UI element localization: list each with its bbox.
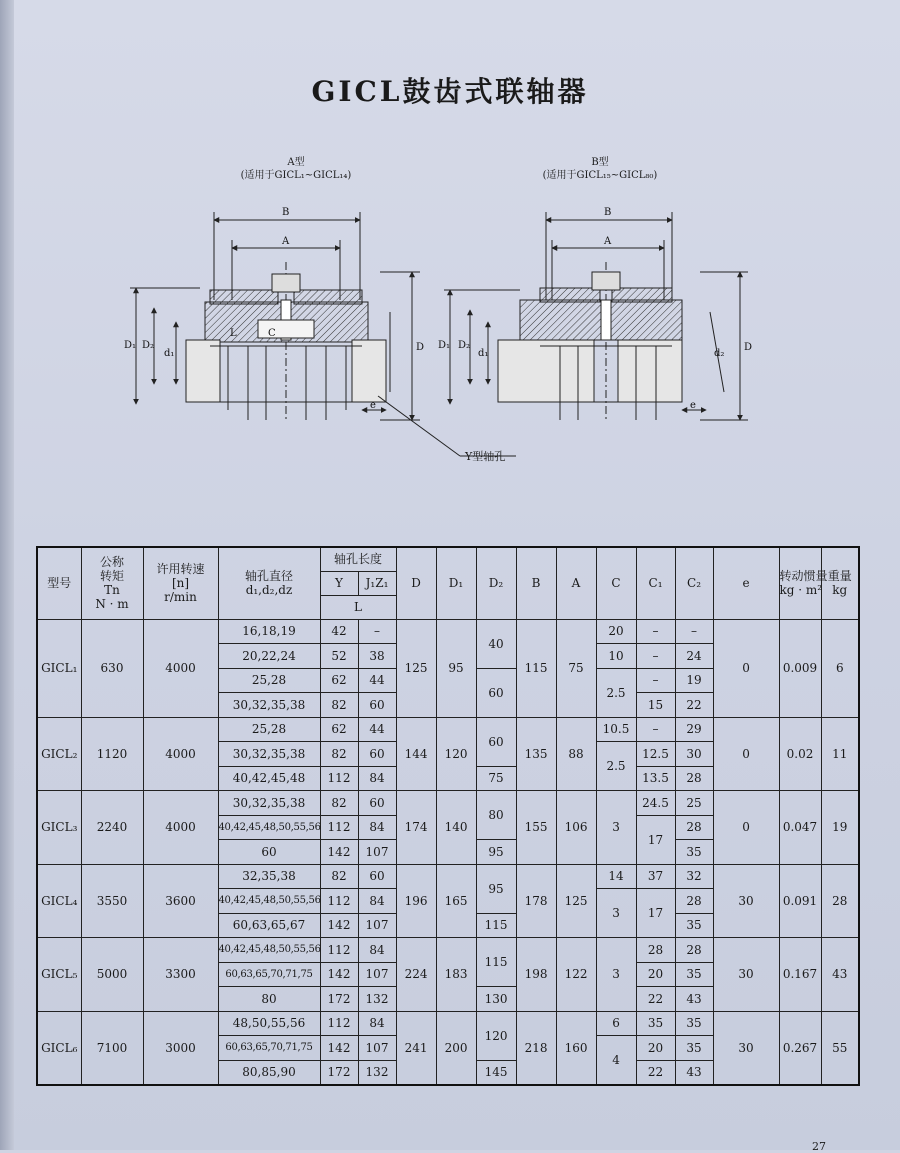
cell-c: 10.5 — [596, 717, 636, 742]
cell-speed: 4000 — [143, 619, 218, 717]
cell-model: GICL₂ — [37, 717, 81, 791]
cell-inertia: 0.02 — [779, 717, 821, 791]
cell-torque: 630 — [81, 619, 143, 717]
cell-bore: 40,42,45,48,50,55,56 — [218, 889, 320, 914]
cell-jz: 107 — [358, 840, 396, 865]
cell-speed: 3300 — [143, 938, 218, 1012]
cell-c2: 24 — [675, 644, 713, 669]
cell-a: 125 — [556, 864, 596, 938]
cell-bore: 60,63,65,67 — [218, 913, 320, 938]
cell-d2: 40 — [476, 619, 516, 668]
cell-b: 218 — [516, 1011, 556, 1085]
cell-model: GICL₅ — [37, 938, 81, 1012]
cell-c2: 35 — [675, 913, 713, 938]
cell-bore: 48,50,55,56 — [218, 1011, 320, 1036]
cell-model: GICL₃ — [37, 791, 81, 865]
cell-jz: 107 — [358, 1036, 396, 1061]
cell-d2: 80 — [476, 791, 516, 840]
cell-speed: 4000 — [143, 717, 218, 791]
cell-d2: 60 — [476, 717, 516, 766]
cell-y: 112 — [320, 766, 358, 791]
cell-bore: 60,63,65,70,71,75 — [218, 962, 320, 987]
cell-y: 52 — [320, 644, 358, 669]
cell-c: 3 — [596, 938, 636, 1012]
cell-c2: 35 — [675, 962, 713, 987]
table-row — [37, 717, 859, 742]
cell-c: 14 — [596, 864, 636, 889]
diagram-a-type-label: A型 — [287, 157, 305, 168]
dim-label-d2-b: D₂ — [458, 340, 471, 351]
cell-c: 3 — [596, 889, 636, 938]
cell-d2: 115 — [476, 938, 516, 987]
cell-speed: 4000 — [143, 791, 218, 865]
cell-a: 88 — [556, 717, 596, 791]
cell-d2: 145 — [476, 1060, 516, 1085]
cell-c1: 12.5 — [636, 742, 675, 767]
cell-jz: 60 — [358, 864, 396, 889]
cell-bore: 60,63,65,70,71,75 — [218, 1036, 320, 1061]
dim-label-big-d-b: D — [744, 342, 753, 353]
diagram-b-type-label: B型 — [591, 157, 609, 168]
cell-e: 0 — [713, 717, 779, 791]
dim-label-b-a: B — [282, 207, 290, 218]
table-row — [37, 1011, 859, 1036]
table-row — [37, 938, 859, 963]
cell-inertia: 0.009 — [779, 619, 821, 717]
cell-y: 82 — [320, 742, 358, 767]
cell-c2: 22 — [675, 693, 713, 718]
cell-e: 0 — [713, 619, 779, 717]
cell-d2: 60 — [476, 668, 516, 717]
cell-d: 224 — [396, 938, 436, 1012]
cell-c1: – — [636, 619, 675, 644]
cell-y: 82 — [320, 791, 358, 816]
cell-d: 241 — [396, 1011, 436, 1085]
dim-label-d1-a: D₁ — [124, 340, 137, 351]
cell-c1: – — [636, 668, 675, 693]
cell-bore: 30,32,35,38 — [218, 693, 320, 718]
cell-e: 0 — [713, 791, 779, 865]
cell-weight: 43 — [821, 938, 859, 1012]
cell-jz: 107 — [358, 913, 396, 938]
cell-c1: 24.5 — [636, 791, 675, 816]
cell-c1: 37 — [636, 864, 675, 889]
cell-c2: 32 — [675, 864, 713, 889]
cell-c2: 35 — [675, 1036, 713, 1061]
header-l: L — [320, 595, 396, 619]
cell-jz: 84 — [358, 1011, 396, 1036]
cell-c2: 28 — [675, 889, 713, 914]
header-model: 型号 — [37, 547, 81, 619]
cell-b: 135 — [516, 717, 556, 791]
cell-torque: 3550 — [81, 864, 143, 938]
drawing-b — [444, 212, 748, 420]
cell-c: 20 — [596, 619, 636, 644]
cell-c: 10 — [596, 644, 636, 669]
cell-c: 2.5 — [596, 668, 636, 717]
cell-model: GICL₁ — [37, 619, 81, 717]
cell-c1: 17 — [636, 889, 675, 938]
cell-inertia: 0.047 — [779, 791, 821, 865]
cell-jz: 60 — [358, 693, 396, 718]
cell-c1: 15 — [636, 693, 675, 718]
cell-c1: 20 — [636, 1036, 675, 1061]
header-d2: D₂ — [476, 547, 516, 619]
cell-d1: 183 — [436, 938, 476, 1012]
cell-c2: 25 — [675, 791, 713, 816]
cell-speed: 3600 — [143, 864, 218, 938]
cell-bore: 25,28 — [218, 668, 320, 693]
cell-c2: 35 — [675, 1011, 713, 1036]
cell-bore: 40,42,45,48 — [218, 766, 320, 791]
cell-c1: – — [636, 717, 675, 742]
cell-y: 112 — [320, 889, 358, 914]
header-torque: 公称 转矩 Tn N · m — [81, 547, 143, 619]
cell-c1: – — [636, 644, 675, 669]
cell-c2: 19 — [675, 668, 713, 693]
cell-bore: 30,32,35,38 — [218, 742, 320, 767]
dim-label-d1-b: D₁ — [438, 340, 451, 351]
cell-bore: 80,85,90 — [218, 1060, 320, 1085]
header-a: A — [556, 547, 596, 619]
cell-d: 125 — [396, 619, 436, 717]
cell-c1: 22 — [636, 1060, 675, 1085]
cell-d: 196 — [396, 864, 436, 938]
cell-model: GICL₆ — [37, 1011, 81, 1085]
header-c1: C₁ — [636, 547, 675, 619]
coupling-drawings — [0, 0, 900, 480]
cell-c: 4 — [596, 1036, 636, 1086]
cell-d2: 75 — [476, 766, 516, 791]
cell-jz: – — [358, 619, 396, 644]
cell-d2: 95 — [476, 864, 516, 913]
header-hole-length: 轴孔长度 — [320, 547, 396, 571]
cell-c2: 28 — [675, 766, 713, 791]
header-b: B — [516, 547, 556, 619]
cell-c1: 20 — [636, 962, 675, 987]
cell-y: 42 — [320, 619, 358, 644]
cell-bore: 60 — [218, 840, 320, 865]
dim-label-a-b: A — [604, 236, 612, 247]
cell-a: 160 — [556, 1011, 596, 1085]
cell-jz: 60 — [358, 791, 396, 816]
cell-c2: 28 — [675, 938, 713, 963]
dim-label-b-b: B — [604, 207, 612, 218]
cell-c: 3 — [596, 791, 636, 865]
dim-label-small-d2-b: d₂ — [714, 348, 725, 359]
cell-bore: 30,32,35,38 — [218, 791, 320, 816]
cell-y: 62 — [320, 717, 358, 742]
cell-d2: 95 — [476, 840, 516, 865]
cell-torque: 1120 — [81, 717, 143, 791]
cell-c2: 30 — [675, 742, 713, 767]
dim-label-small-d1-b: d₁ — [478, 348, 489, 359]
cell-bore: 25,28 — [218, 717, 320, 742]
cell-d1: 165 — [436, 864, 476, 938]
cell-y: 82 — [320, 864, 358, 889]
cell-c2: 43 — [675, 1060, 713, 1085]
cell-c2: – — [675, 619, 713, 644]
header-c: C — [596, 547, 636, 619]
cell-e: 30 — [713, 864, 779, 938]
diagram-b-range: (适用于GICL₁₅~GICL₈₀) — [542, 170, 658, 181]
cell-torque: 2240 — [81, 791, 143, 865]
cell-y: 142 — [320, 913, 358, 938]
cell-y: 142 — [320, 840, 358, 865]
table-row — [37, 864, 859, 889]
cell-b: 198 — [516, 938, 556, 1012]
spec-table-body — [37, 619, 859, 1085]
cell-jz: 84 — [358, 889, 396, 914]
table-row — [37, 619, 859, 644]
cell-weight: 11 — [821, 717, 859, 791]
cell-c: 2.5 — [596, 742, 636, 791]
page-number: 27 — [812, 1140, 826, 1153]
cell-jz: 132 — [358, 1060, 396, 1085]
header-c2: C₂ — [675, 547, 713, 619]
header-bore: 轴孔直径 d₁,d₂,dz — [218, 547, 320, 619]
dim-label-e-b: e — [690, 400, 696, 411]
header-e: e — [713, 547, 779, 619]
cell-inertia: 0.267 — [779, 1011, 821, 1085]
cell-d1: 200 — [436, 1011, 476, 1085]
cell-e: 30 — [713, 938, 779, 1012]
cell-weight: 19 — [821, 791, 859, 865]
header-speed: 许用转速 [n] r/min — [143, 547, 218, 619]
cell-speed: 3000 — [143, 1011, 218, 1085]
cell-torque: 7100 — [81, 1011, 143, 1085]
cell-bore: 32,35,38 — [218, 864, 320, 889]
cell-jz: 84 — [358, 766, 396, 791]
cell-y: 142 — [320, 1036, 358, 1061]
cell-a: 106 — [556, 791, 596, 865]
cell-bore: 80 — [218, 987, 320, 1012]
cell-jz: 44 — [358, 668, 396, 693]
cell-d2: 120 — [476, 1011, 516, 1060]
cell-y: 172 — [320, 987, 358, 1012]
cell-inertia: 0.167 — [779, 938, 821, 1012]
cell-y: 62 — [320, 668, 358, 693]
cell-bore: 40,42,45,48,50,55,56 — [218, 815, 320, 840]
cell-jz: 132 — [358, 987, 396, 1012]
cell-c1: 35 — [636, 1011, 675, 1036]
header-d: D — [396, 547, 436, 619]
y-hole-label: Y型轴孔 — [465, 450, 506, 463]
cell-c2: 29 — [675, 717, 713, 742]
cell-weight: 28 — [821, 864, 859, 938]
cell-bore: 40,42,45,48,50,55,56 — [218, 938, 320, 963]
header-d1: D₁ — [436, 547, 476, 619]
header-weight: 重量 kg — [821, 547, 859, 619]
cell-c1: 13.5 — [636, 766, 675, 791]
cell-b: 178 — [516, 864, 556, 938]
dim-label-small-d1-a: d₁ — [164, 348, 175, 359]
spec-table — [36, 546, 860, 1086]
cell-jz: 60 — [358, 742, 396, 767]
cell-e: 30 — [713, 1011, 779, 1085]
drawing-a — [130, 212, 516, 456]
dim-label-l-a: L — [230, 328, 237, 339]
cell-d2: 115 — [476, 913, 516, 938]
cell-bore: 16,18,19 — [218, 619, 320, 644]
dim-label-a-a: A — [282, 236, 290, 247]
cell-y: 82 — [320, 693, 358, 718]
cell-c1: 17 — [636, 815, 675, 864]
cell-y: 112 — [320, 938, 358, 963]
cell-d: 144 — [396, 717, 436, 791]
dim-label-e-a: e — [370, 400, 376, 411]
page-title: GICL鼓齿式联轴器 — [311, 75, 589, 108]
cell-c1: 22 — [636, 987, 675, 1012]
cell-y: 112 — [320, 815, 358, 840]
cell-jz: 84 — [358, 815, 396, 840]
cell-b: 155 — [516, 791, 556, 865]
cell-weight: 6 — [821, 619, 859, 717]
header-y: Y — [320, 571, 358, 595]
cell-d: 174 — [396, 791, 436, 865]
dim-label-d2-a: D₂ — [142, 340, 155, 351]
cell-d1: 120 — [436, 717, 476, 791]
header-inertia: 转动惯量 kg · m² — [779, 547, 821, 619]
cell-bore: 20,22,24 — [218, 644, 320, 669]
cell-c1: 28 — [636, 938, 675, 963]
cell-c2: 43 — [675, 987, 713, 1012]
cell-inertia: 0.091 — [779, 864, 821, 938]
cell-c: 6 — [596, 1011, 636, 1036]
cell-y: 172 — [320, 1060, 358, 1085]
cell-jz: 107 — [358, 962, 396, 987]
cell-c2: 35 — [675, 840, 713, 865]
cell-model: GICL₄ — [37, 864, 81, 938]
cell-d1: 95 — [436, 619, 476, 717]
cell-jz: 44 — [358, 717, 396, 742]
cell-y: 112 — [320, 1011, 358, 1036]
cell-jz: 38 — [358, 644, 396, 669]
dim-label-big-d-a: D — [416, 342, 425, 353]
cell-a: 122 — [556, 938, 596, 1012]
dim-label-c-a: C — [268, 328, 276, 339]
cell-y: 142 — [320, 962, 358, 987]
cell-c2: 28 — [675, 815, 713, 840]
diagram-a-range: (适用于GICL₁~GICL₁₄) — [240, 170, 352, 181]
cell-b: 115 — [516, 619, 556, 717]
cell-jz: 84 — [358, 938, 396, 963]
cell-d1: 140 — [436, 791, 476, 865]
table-row — [37, 791, 859, 816]
cell-weight: 55 — [821, 1011, 859, 1085]
header-jz: J₁Z₁ — [358, 571, 396, 595]
cell-torque: 5000 — [81, 938, 143, 1012]
cell-d2: 130 — [476, 987, 516, 1012]
cell-a: 75 — [556, 619, 596, 717]
